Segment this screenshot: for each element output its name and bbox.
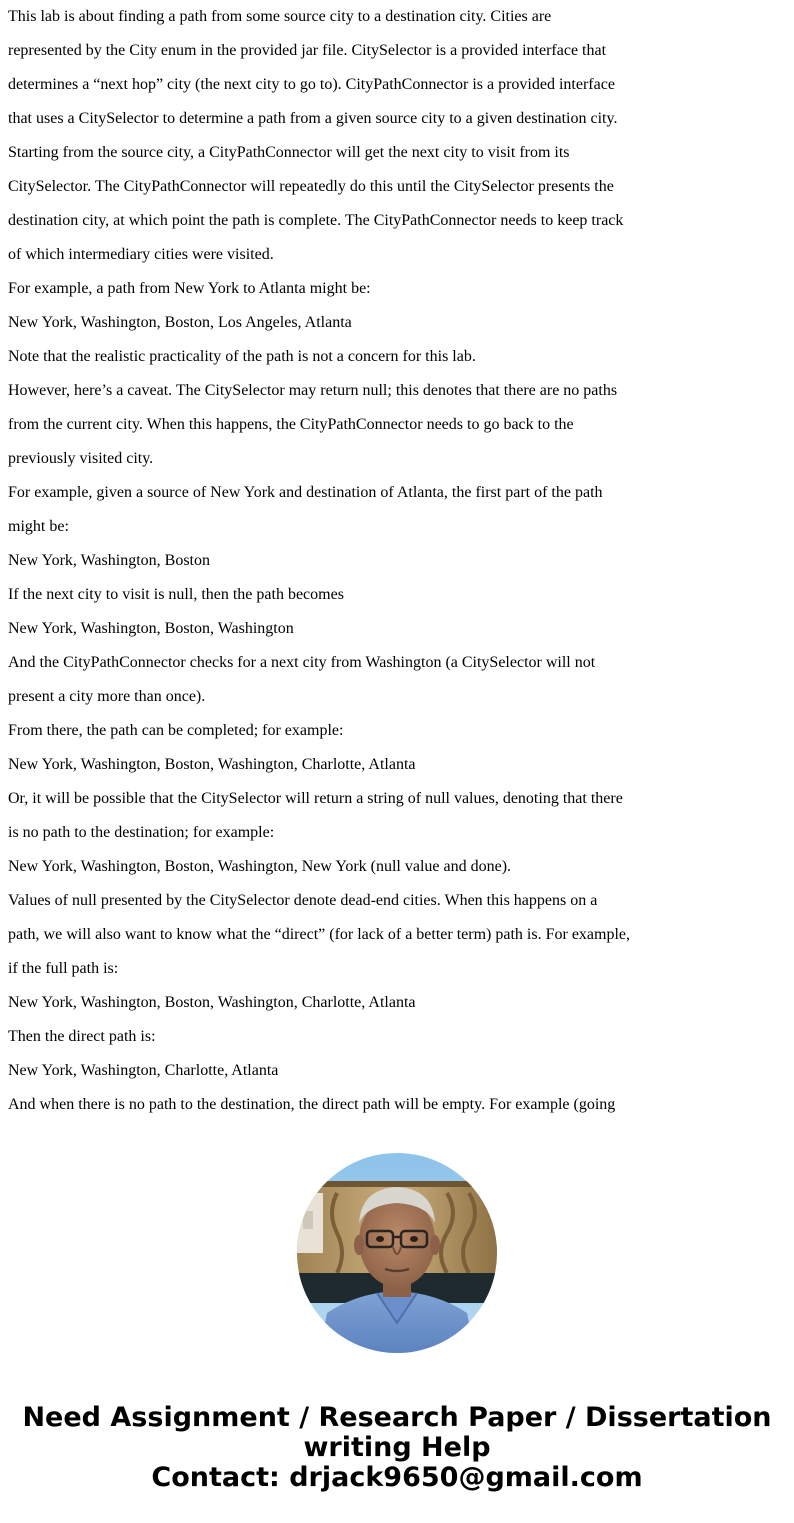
- text-line: is no path to the destination; for example:: [8, 824, 275, 841]
- promo-banner: [0, 1403, 794, 1493]
- text-line: New York, Washington, Charlotte, Atlanta: [8, 1062, 279, 1079]
- text-line: This lab is about finding a path from some source city to a destination city. Cities are: [8, 8, 552, 25]
- text-line: For example, a path from New York to Atlanta might be:: [8, 280, 371, 297]
- text-line: present a city more than once).: [8, 688, 206, 705]
- promo-contact: Contact: drjack9650@gmail.com: [151, 1462, 643, 1493]
- text-line: destination city, at which point the path is complete. The CityPathConnector needs to keep track: [8, 212, 624, 229]
- text-line: New York, Washington, Boston, Washington, New York (null value and done).: [8, 858, 512, 875]
- promo-line-1: Need Assignment / Research Paper / Dissertation: [22, 1402, 772, 1433]
- text-line: represented by the City enum in the provided jar file. CitySelector is a provided interface that: [8, 42, 607, 59]
- text-line: of which intermediary cities were visited.: [8, 246, 274, 263]
- text-line: Note that the realistic practicality of the path is not a concern for this lab.: [8, 348, 476, 365]
- text-line: New York, Washington, Boston: [8, 552, 210, 569]
- text-line: that uses a CitySelector to determine a path from a given source city to a given destination city.: [8, 110, 618, 127]
- text-line: New York, Washington, Boston, Washington, Charlotte, Atlanta: [8, 756, 416, 773]
- text-line: New York, Washington, Boston, Washington, Charlotte, Atlanta: [8, 994, 416, 1011]
- text-line: determines a “next hop” city (the next city to go to). CityPathConnector is a provided interface: [8, 76, 615, 93]
- document-body: [8, 0, 788, 1122]
- text-line: New York, Washington, Boston, Washington: [8, 620, 294, 637]
- text-line: path, we will also want to know what the “direct” (for lack of a better term) path is. For example,: [8, 926, 631, 943]
- text-line: However, here’s a caveat. The CitySelector may return null; this denotes that there are no paths: [8, 382, 618, 399]
- text-line: And the CityPathConnector checks for a next city from Washington (a CitySelector will not: [8, 654, 596, 671]
- text-line: Then the direct path is:: [8, 1028, 156, 1045]
- text-line: might be:: [8, 518, 69, 535]
- text-line: previously visited city.: [8, 450, 154, 467]
- text-line: New York, Washington, Boston, Los Angeles, Atlanta: [8, 314, 352, 331]
- text-line: Or, it will be possible that the CitySelector will return a string of null values, denoting that there: [8, 790, 623, 807]
- text-line: From there, the path can be completed; for example:: [8, 722, 344, 739]
- text-line: And when there is no path to the destination, the direct path will be empty. For example (going: [8, 1096, 616, 1113]
- portrait-image: [297, 1153, 497, 1353]
- author-photo: [297, 1153, 497, 1353]
- text-line: from the current city. When this happens, the CityPathConnector needs to go back to the: [8, 416, 574, 433]
- promo-line-2: writing Help: [303, 1432, 491, 1463]
- text-line: Values of null presented by the CitySelector denote dead-end cities. When this happens on a: [8, 892, 598, 909]
- text-line: Starting from the source city, a CityPathConnector will get the next city to visit from its: [8, 144, 570, 161]
- text-line: If the next city to visit is null, then the path becomes: [8, 586, 344, 603]
- text-line: For example, given a source of New York and destination of Atlanta, the first part of the path: [8, 484, 603, 501]
- text-line: CitySelector. The CityPathConnector will repeatedly do this until the CitySelector presents the: [8, 178, 614, 195]
- text-line: if the full path is:: [8, 960, 119, 977]
